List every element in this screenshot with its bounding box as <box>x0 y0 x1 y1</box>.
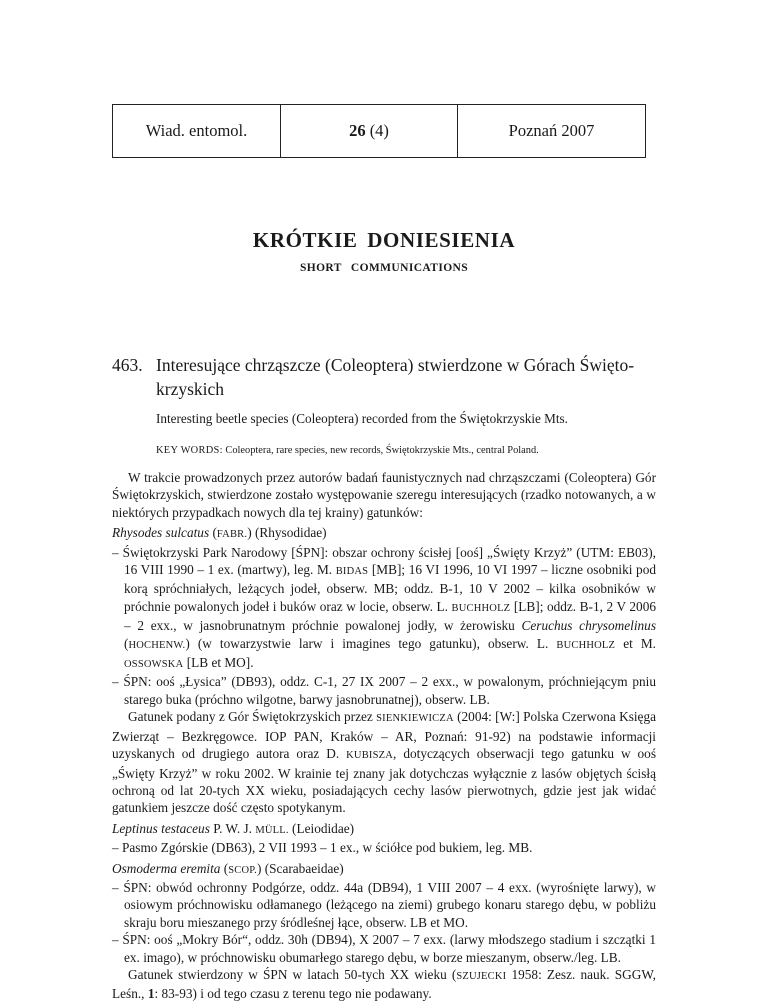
article-body <box>112 469 656 1003</box>
record-rhysodes-1 <box>112 544 656 674</box>
article-title-text: Interesujące chrząszcze (Coleoptera) stwierdzone w Górach Świętokrzyskich <box>156 355 635 399</box>
section-title: KRÓTKIE DONIESIENIA <box>252 228 516 252</box>
species-author: FABR. <box>216 529 248 541</box>
species-name: Osmoderma eremita <box>112 860 221 876</box>
volume-bold: 1 <box>147 986 155 1002</box>
species-name: Rhysodes sulcatus <box>112 525 210 541</box>
species-heading-leptinus <box>112 820 656 839</box>
record-text: ) (w towarzystwie larw i imagines tego gatunku), obserw. L. <box>185 635 557 651</box>
species-name-inline: Ceruchus chrysomelinus <box>521 618 656 634</box>
record-text: – Świętokrzyski Park Narodowy [ŚPN]: obszar ochrony ścisłej [ooś] „Święty Krzyż” (UTM: EB03), 16 VIII 1990 – 1 ex. (martwy), leg. M. <box>112 544 656 578</box>
species-heading-rhysodes: Rhysodes sulcatus (FABR.) (Rhysodidae) <box>112 525 327 541</box>
keywords <box>156 445 676 456</box>
record-text: [MB]; 16 VI 1996, 10 VI 1997 – liczne osobniki pod korą spróchniałych, leżących jodeł, obserw. MB; oddz. B-1, 10 V 2002 – kilka osobników w próchnie powalonych jodeł i buków oraz w locie, obserw. L. <box>124 562 657 614</box>
note-text: 1958: Zesz. nauk. SGGW, Leśn., <box>112 966 657 1002</box>
person-name: BUCHHOLZ <box>556 639 616 651</box>
person-name: HOCHENW. <box>128 639 186 651</box>
place-year <box>458 105 645 157</box>
person-name: OSSOWSKA <box>124 659 184 671</box>
species-author: SCOP. <box>228 864 257 876</box>
record-osmoderma-2: – ŚPN: ooś „Mokry Bór“, oddz. 30h (DB94), X 2007 – 7 exx. (larwy młodszego stadium i szczątki 1 ex. imago), w próchnowisku obumarłego starego dębu, w borze mieszanym, obserw./leg. LB. <box>112 932 656 965</box>
species-author-prefix: P. W. J. <box>213 820 256 836</box>
note-rhysodes <box>112 708 656 816</box>
note-text: : 83-93) i od tego czasu z terenu tego nie podawany. <box>154 986 432 1002</box>
note-osmoderma <box>112 966 656 1003</box>
person-name: SZUJECKI <box>456 970 507 982</box>
person-name: BIDAS <box>335 566 369 578</box>
volume-issue <box>281 105 458 157</box>
record-text: [LB et MO]. <box>183 655 254 671</box>
keywords-list: Coleoptera, rare species, new records, Świętokrzyskie Mts., central Poland. <box>225 445 539 456</box>
intro-paragraph: W trakcie prowadzonych przez autorów badań faunistycznych nad chrząszczami (Coleoptera) Gór Świętokrzyskich, stwierdzone zostało występowanie szeregu interesujących (rzadko notowanych, a w niektórych przypadkach nowych dla tej krainy) gatunków: <box>112 470 656 520</box>
article-number: 463. <box>112 355 143 375</box>
record-text: et M. <box>615 635 656 651</box>
note-text: , dotyczących obserwacji tego gatunku w ooś „Święty Krzyż” w roku 2002. W krainie tej znany jak dotychczas wyłącznie z lasów objętych ścisłą ochroną od lat 20-tych XX wieku, posiadających cechy lasów pierwotnych, gdzie jest jak widać gatunkiem jeszcze dość często spotykanym. <box>112 746 656 816</box>
species-family: (Scarabaeidae) <box>264 860 344 876</box>
person-name: KUBISZA <box>346 750 394 762</box>
species-author: MÜLL. <box>255 824 289 836</box>
journal-name <box>113 105 281 157</box>
section-subtitle: SHORT COMMUNICATIONS <box>299 262 469 274</box>
record-leptinus-1: – Pasmo Zgórskie (DB63), 2 VII 1993 – 1 ex., w ściółce pod bukiem, leg. MB. <box>112 840 533 856</box>
species-family: (Leiodidae) <box>292 820 355 836</box>
place-year-text: Poznań 2007 <box>508 121 595 140</box>
record-rhysodes-2: – ŚPN: ooś „Łysica” (DB93), oddz. C-1, 27 IX 2007 – 2 exx., w powalonym, próchniejącym pniu starego buka (próchno wilgotne, barwy jasnobrunatnej), obserw. LB. <box>112 674 656 707</box>
species-name: Leptinus testaceus <box>112 820 210 836</box>
person-name: SIENKIEWICZA <box>376 713 454 725</box>
note-text: (2004: [W:] Polska Czerwona Księga Zwierząt – Bezkręgowce. IOP PAN, Kraków – AR, Poznań: 91-92) na podstawie informacji uzyskanych od drugiego autora oraz D. <box>112 709 657 762</box>
volume-number: 26 <box>349 121 366 140</box>
english-title: Interesting beetle species (Coleoptera) recorded from the Świętokrzyskie Mts. <box>156 411 568 426</box>
keywords-label: KEY WORDS: <box>156 445 223 456</box>
record-osmoderma-1: – ŚPN: obwód ochronny Podgórze, oddz. 44a (DB94), 1 VIII 2007 – 4 exx. (wyrośnięte larwy), w osiowym próchnowisku odłamanego (leżącego na ziemi) grubego konaru starego dębu, w pobliżu skraju boru mieszanego przy śródleśnej łące, obserw. LB et MO. <box>112 879 656 930</box>
species-family: (Rhysodidae) <box>254 525 327 541</box>
note-text: Gatunek stwierdzony w ŚPN w latach 50-tych XX wieku ( <box>128 966 457 982</box>
note-text: Gatunek podany z Gór Świętokrzyskich przez <box>128 709 377 725</box>
species-heading-osmoderma: Osmoderma eremita (SCOP.) (Scarabaeidae) <box>112 860 344 876</box>
record-text: [LB]; oddz. B-1, 2 V 2006 – 2 exx., w jasnobrunatnym próchnie powalonej jodły, w żerowisku <box>124 598 656 634</box>
journal-header-box <box>112 104 646 158</box>
person-name: BUCHHOLZ <box>451 602 511 614</box>
record-text: ( <box>124 635 129 651</box>
issue-number: (4) <box>365 121 389 140</box>
journal-name-text: Wiad. entomol. <box>145 121 248 140</box>
